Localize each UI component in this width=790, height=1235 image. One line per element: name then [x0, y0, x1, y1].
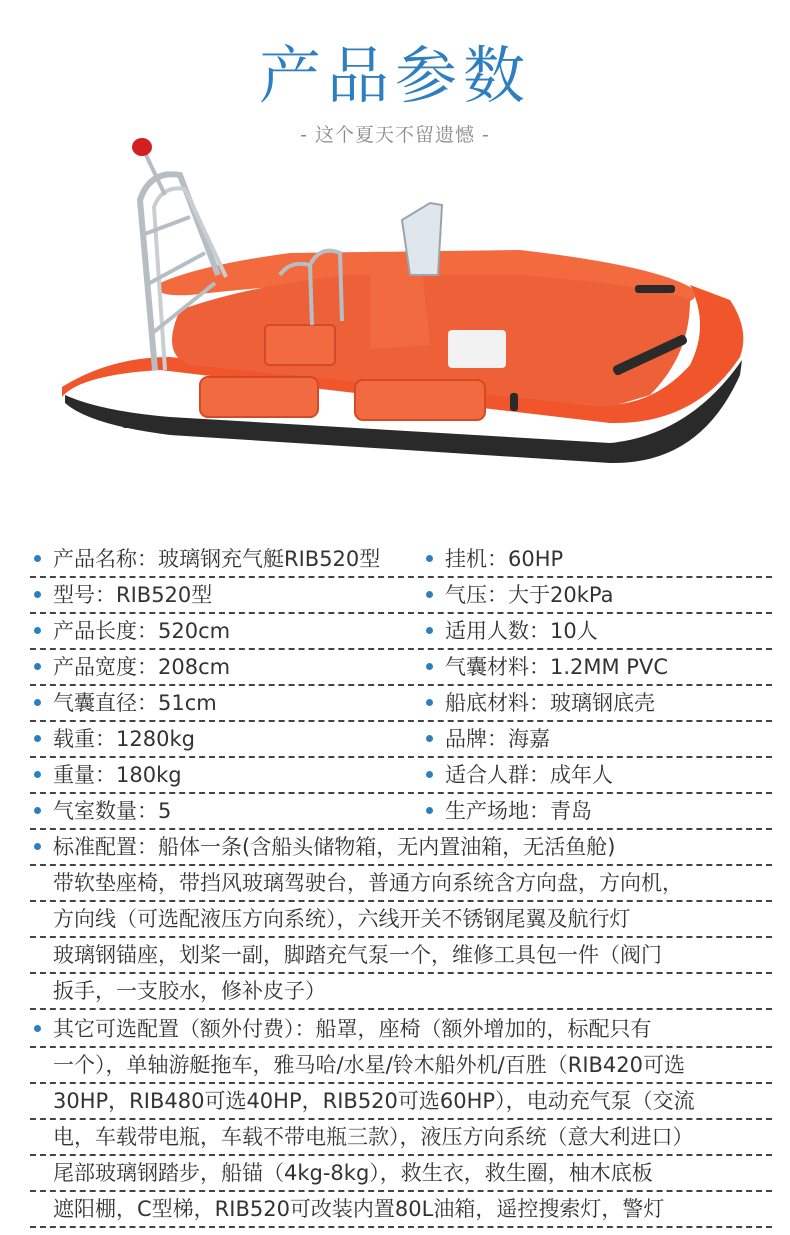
bullet-dot-icon	[426, 771, 433, 778]
bullet-dot-icon	[34, 555, 41, 562]
spec-model: 型号：RIB520型	[30, 578, 212, 612]
spec-weight: 重量：180kg	[30, 758, 182, 792]
bullet-dot-icon	[34, 591, 41, 598]
spec-product-name: 产品名称：玻璃钢充气艇RIB520型	[30, 542, 380, 576]
bullet-dot-icon	[426, 735, 433, 742]
bullet-dot-icon	[34, 627, 41, 634]
spec-hull-material: 船底材料：玻璃钢底壳	[422, 686, 655, 720]
spec-engine: 挂机：60HP	[422, 542, 563, 576]
bullet-dot-icon	[426, 627, 433, 634]
bullet-dot-icon	[34, 1025, 41, 1032]
standard-config-line: 方向线（可选配液压方向系统），六线开关不锈钢尾翼及航行灯	[30, 902, 772, 938]
optional-config-line: 遮阳棚，C型梯，RIB520可改装内置80L油箱，遥控搜索灯，警灯	[30, 1192, 772, 1228]
boat-image	[50, 125, 750, 485]
spec-audience: 适合人群：成年人	[422, 758, 613, 792]
spec-row-4	[30, 650, 772, 686]
spec-brand: 品牌：海嘉	[422, 722, 550, 756]
spec-length: 产品长度：520cm	[30, 614, 230, 648]
spec-row-1	[30, 542, 772, 578]
bullet-dot-icon	[426, 807, 433, 814]
bullet-dot-icon	[34, 771, 41, 778]
page-subtitle: - 这个夏天不留遗憾 -	[300, 124, 490, 146]
spec-airbag-diameter: 气囊直径：51cm	[30, 686, 217, 720]
bullet-dot-icon	[426, 591, 433, 598]
spec-row-5	[30, 686, 772, 722]
optional-config-line: 其它可选配置（额外付费）：船罩，座椅（额外增加的，标配只有	[30, 1012, 772, 1048]
spec-row-6	[30, 722, 772, 758]
optional-config-line: 一个），单轴游艇拖车，雅马哈/水星/铃木船外机/百胜（RIB420可选	[30, 1048, 772, 1084]
spec-pressure: 气压：大于20kPa	[422, 578, 613, 612]
spec-width: 产品宽度：208cm	[30, 650, 230, 684]
bullet-dot-icon	[426, 555, 433, 562]
bullet-dot-icon	[34, 807, 41, 814]
spec-load: 载重：1280kg	[30, 722, 195, 756]
standard-config-line: 带软垫座椅，带挡风玻璃驾驶台，普通方向系统含方向盘，方向机，	[30, 866, 772, 902]
bullet-dot-icon	[34, 735, 41, 742]
spec-row-7	[30, 758, 772, 794]
spec-airbag-material: 气囊材料：1.2MM PVC	[422, 650, 668, 684]
bullet-dot-icon	[34, 663, 41, 670]
spec-chambers: 气室数量：5	[30, 794, 171, 828]
bullet-dot-icon	[34, 843, 41, 850]
bullet-dot-icon	[34, 699, 41, 706]
standard-config-line: 标准配置：船体一条(含船头储物箱，无内置油箱，无活鱼舱)	[30, 830, 772, 866]
spec-origin: 生产场地：青岛	[422, 794, 592, 828]
bullet-dot-icon	[426, 699, 433, 706]
spec-capacity: 适用人数：10人	[422, 614, 598, 648]
standard-config-line: 玻璃钢锚座，划桨一副，脚踏充气泵一个，维修工具包一件（阀门	[30, 938, 772, 974]
optional-config-line: 30HP，RIB480可选40HP，RIB520可选60HP），电动充气泵（交流	[30, 1084, 772, 1120]
page-title: 产品参数	[258, 39, 531, 112]
spec-row-8	[30, 794, 772, 830]
standard-config-line: 扳手，一支胶水，修补皮子）	[30, 974, 772, 1010]
optional-config-line: 电，车载带电瓶，车载不带电瓶三款），液压方向系统（意大利进口）	[30, 1120, 772, 1156]
spec-row-3	[30, 614, 772, 650]
bullet-dot-icon	[426, 663, 433, 670]
optional-config-line: 尾部玻璃钢踏步，船锚（4kg-8kg），救生衣，救生圈，柚木底板	[30, 1156, 772, 1192]
spec-row-2	[30, 578, 772, 614]
